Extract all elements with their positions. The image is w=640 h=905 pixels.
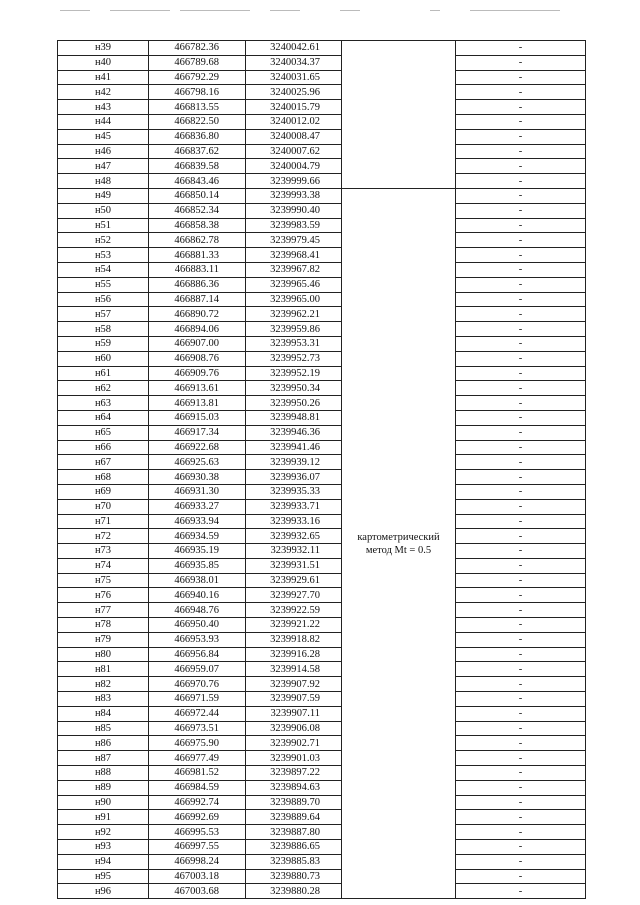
- table-row: [58, 262, 586, 277]
- y-coordinate-cell: 3239950.34: [246, 381, 342, 396]
- y-coordinate-cell: 3239916.28: [246, 647, 342, 662]
- y-coordinate-cell: 3239907.92: [246, 677, 342, 692]
- table-row: [58, 351, 586, 366]
- note-cell: -: [456, 55, 586, 70]
- y-coordinate-cell: 3239921.22: [246, 618, 342, 633]
- y-coordinate-cell: 3239931.51: [246, 558, 342, 573]
- table-row: [58, 470, 586, 485]
- x-coordinate-cell: 466836.80: [149, 129, 246, 144]
- point-name-cell: н51: [58, 218, 149, 233]
- y-coordinate-cell: 3239880.73: [246, 869, 342, 884]
- note-cell: -: [456, 188, 586, 203]
- x-coordinate-cell: 466971.59: [149, 692, 246, 707]
- point-name-cell: н93: [58, 840, 149, 855]
- x-coordinate-cell: 466977.49: [149, 751, 246, 766]
- table-row: [58, 736, 586, 751]
- point-name-cell: н72: [58, 529, 149, 544]
- y-coordinate-cell: 3239922.59: [246, 603, 342, 618]
- note-cell: -: [456, 262, 586, 277]
- point-name-cell: н67: [58, 455, 149, 470]
- y-coordinate-cell: 3239932.65: [246, 529, 342, 544]
- x-coordinate-cell: 466925.63: [149, 455, 246, 470]
- x-coordinate-cell: 466981.52: [149, 766, 246, 781]
- table-row: [58, 573, 586, 588]
- table-row: [58, 766, 586, 781]
- note-cell: -: [456, 618, 586, 633]
- note-cell: -: [456, 248, 586, 263]
- point-name-cell: н66: [58, 440, 149, 455]
- note-cell: -: [456, 766, 586, 781]
- point-name-cell: н75: [58, 573, 149, 588]
- note-cell: -: [456, 588, 586, 603]
- note-cell: -: [456, 85, 586, 100]
- point-name-cell: н90: [58, 795, 149, 810]
- point-name-cell: н56: [58, 292, 149, 307]
- y-coordinate-cell: 3239918.82: [246, 632, 342, 647]
- point-name-cell: н55: [58, 277, 149, 292]
- note-cell: -: [456, 484, 586, 499]
- y-coordinate-cell: 3240025.96: [246, 85, 342, 100]
- y-coordinate-cell: 3239952.73: [246, 351, 342, 366]
- x-coordinate-cell: 466935.85: [149, 558, 246, 573]
- table-row: [58, 410, 586, 425]
- point-name-cell: н86: [58, 736, 149, 751]
- table-row: [58, 484, 586, 499]
- note-cell: -: [456, 292, 586, 307]
- x-coordinate-cell: 466907.00: [149, 336, 246, 351]
- note-cell: -: [456, 100, 586, 115]
- note-cell: -: [456, 470, 586, 485]
- table-row: [58, 233, 586, 248]
- y-coordinate-cell: 3240034.37: [246, 55, 342, 70]
- point-name-cell: н52: [58, 233, 149, 248]
- method-cell: картометрический метод Mt = 0.5: [342, 188, 456, 898]
- y-coordinate-cell: 3239927.70: [246, 588, 342, 603]
- note-cell: -: [456, 662, 586, 677]
- point-name-cell: н81: [58, 662, 149, 677]
- y-coordinate-cell: 3239967.82: [246, 262, 342, 277]
- table-row: [58, 692, 586, 707]
- table-row: [58, 647, 586, 662]
- y-coordinate-cell: 3239907.59: [246, 692, 342, 707]
- y-coordinate-cell: 3239894.63: [246, 780, 342, 795]
- note-cell: -: [456, 706, 586, 721]
- note-cell: -: [456, 218, 586, 233]
- x-coordinate-cell: 466995.53: [149, 825, 246, 840]
- x-coordinate-cell: 466997.55: [149, 840, 246, 855]
- x-coordinate-cell: 466915.03: [149, 410, 246, 425]
- x-coordinate-cell: 466852.34: [149, 203, 246, 218]
- document-page: [57, 40, 585, 899]
- x-coordinate-cell: 467003.68: [149, 884, 246, 899]
- y-coordinate-cell: 3239885.83: [246, 854, 342, 869]
- table-row: [58, 174, 586, 189]
- table-row: [58, 854, 586, 869]
- x-coordinate-cell: 466837.62: [149, 144, 246, 159]
- point-name-cell: н74: [58, 558, 149, 573]
- y-coordinate-cell: 3239929.61: [246, 573, 342, 588]
- point-name-cell: н68: [58, 470, 149, 485]
- table-row: [58, 159, 586, 174]
- point-name-cell: н91: [58, 810, 149, 825]
- note-cell: -: [456, 573, 586, 588]
- table-row: [58, 381, 586, 396]
- table-row: [58, 55, 586, 70]
- note-cell: -: [456, 440, 586, 455]
- y-coordinate-cell: 3239990.40: [246, 203, 342, 218]
- note-cell: -: [456, 174, 586, 189]
- note-cell: -: [456, 144, 586, 159]
- point-name-cell: н95: [58, 869, 149, 884]
- table-row: [58, 544, 586, 559]
- table-row: [58, 100, 586, 115]
- x-coordinate-cell: 466975.90: [149, 736, 246, 751]
- point-name-cell: н60: [58, 351, 149, 366]
- y-coordinate-cell: 3239999.66: [246, 174, 342, 189]
- y-coordinate-cell: 3239897.22: [246, 766, 342, 781]
- x-coordinate-cell: 466938.01: [149, 573, 246, 588]
- y-coordinate-cell: 3239902.71: [246, 736, 342, 751]
- x-coordinate-cell: 466998.24: [149, 854, 246, 869]
- x-coordinate-cell: 466789.68: [149, 55, 246, 70]
- faded-header-strip: [60, 8, 580, 14]
- method-cell-empty: [342, 41, 456, 189]
- point-name-cell: н61: [58, 366, 149, 381]
- point-name-cell: н40: [58, 55, 149, 70]
- point-name-cell: н94: [58, 854, 149, 869]
- point-name-cell: н45: [58, 129, 149, 144]
- point-name-cell: н65: [58, 425, 149, 440]
- table-row: [58, 144, 586, 159]
- note-cell: -: [456, 396, 586, 411]
- table-row: [58, 41, 586, 56]
- point-name-cell: н42: [58, 85, 149, 100]
- x-coordinate-cell: 466956.84: [149, 647, 246, 662]
- table-row: [58, 396, 586, 411]
- x-coordinate-cell: 466933.94: [149, 514, 246, 529]
- x-coordinate-cell: 466948.76: [149, 603, 246, 618]
- table-row: [58, 825, 586, 840]
- x-coordinate-cell: 466850.14: [149, 188, 246, 203]
- y-coordinate-cell: 3240042.61: [246, 41, 342, 56]
- table-row: [58, 558, 586, 573]
- x-coordinate-cell: 466930.38: [149, 470, 246, 485]
- y-coordinate-cell: 3240004.79: [246, 159, 342, 174]
- table-row: [58, 810, 586, 825]
- y-coordinate-cell: 3239953.31: [246, 336, 342, 351]
- y-coordinate-cell: 3239983.59: [246, 218, 342, 233]
- x-coordinate-cell: 466922.68: [149, 440, 246, 455]
- y-coordinate-cell: 3239889.70: [246, 795, 342, 810]
- y-coordinate-cell: 3239950.26: [246, 396, 342, 411]
- point-name-cell: н89: [58, 780, 149, 795]
- x-coordinate-cell: 466992.74: [149, 795, 246, 810]
- y-coordinate-cell: 3239965.46: [246, 277, 342, 292]
- x-coordinate-cell: 466913.61: [149, 381, 246, 396]
- table-row: [58, 277, 586, 292]
- note-cell: -: [456, 381, 586, 396]
- note-cell: -: [456, 41, 586, 56]
- table-row: [58, 292, 586, 307]
- point-name-cell: н71: [58, 514, 149, 529]
- note-cell: -: [456, 736, 586, 751]
- table-row: [58, 336, 586, 351]
- x-coordinate-cell: 466894.06: [149, 322, 246, 337]
- y-coordinate-cell: 3239939.12: [246, 455, 342, 470]
- table-row: [58, 499, 586, 514]
- y-coordinate-cell: 3240015.79: [246, 100, 342, 115]
- y-coordinate-cell: 3239933.16: [246, 514, 342, 529]
- y-coordinate-cell: 3239935.33: [246, 484, 342, 499]
- point-name-cell: н43: [58, 100, 149, 115]
- y-coordinate-cell: 3239948.81: [246, 410, 342, 425]
- x-coordinate-cell: 466913.81: [149, 396, 246, 411]
- table-row: [58, 188, 586, 203]
- point-name-cell: н70: [58, 499, 149, 514]
- point-name-cell: н84: [58, 706, 149, 721]
- y-coordinate-cell: 3239880.28: [246, 884, 342, 899]
- note-cell: -: [456, 70, 586, 85]
- x-coordinate-cell: 466887.14: [149, 292, 246, 307]
- y-coordinate-cell: 3239979.45: [246, 233, 342, 248]
- point-name-cell: н79: [58, 632, 149, 647]
- table-row: [58, 307, 586, 322]
- note-cell: -: [456, 529, 586, 544]
- note-cell: -: [456, 159, 586, 174]
- x-coordinate-cell: 466813.55: [149, 100, 246, 115]
- point-name-cell: н48: [58, 174, 149, 189]
- table-row: [58, 218, 586, 233]
- table-row: [58, 129, 586, 144]
- point-name-cell: н58: [58, 322, 149, 337]
- note-cell: -: [456, 840, 586, 855]
- table-row: [58, 632, 586, 647]
- note-cell: -: [456, 869, 586, 884]
- point-name-cell: н82: [58, 677, 149, 692]
- note-cell: -: [456, 854, 586, 869]
- note-cell: -: [456, 514, 586, 529]
- note-cell: -: [456, 558, 586, 573]
- point-name-cell: н44: [58, 114, 149, 129]
- x-coordinate-cell: 466782.36: [149, 41, 246, 56]
- x-coordinate-cell: 466940.16: [149, 588, 246, 603]
- table-row: [58, 721, 586, 736]
- table-row: [58, 114, 586, 129]
- point-name-cell: н64: [58, 410, 149, 425]
- note-cell: -: [456, 795, 586, 810]
- x-coordinate-cell: 466933.27: [149, 499, 246, 514]
- note-cell: -: [456, 455, 586, 470]
- table-row: [58, 618, 586, 633]
- table-row: [58, 203, 586, 218]
- table-row: [58, 248, 586, 263]
- y-coordinate-cell: 3239941.46: [246, 440, 342, 455]
- y-coordinate-cell: 3239952.19: [246, 366, 342, 381]
- table-row: [58, 662, 586, 677]
- point-name-cell: н77: [58, 603, 149, 618]
- table-row: [58, 366, 586, 381]
- table-row: [58, 795, 586, 810]
- point-name-cell: н41: [58, 70, 149, 85]
- note-cell: -: [456, 884, 586, 899]
- note-cell: -: [456, 632, 586, 647]
- note-cell: -: [456, 425, 586, 440]
- point-name-cell: н49: [58, 188, 149, 203]
- note-cell: -: [456, 780, 586, 795]
- x-coordinate-cell: 466822.50: [149, 114, 246, 129]
- table-row: [58, 529, 586, 544]
- table-row: [58, 85, 586, 100]
- point-name-cell: н39: [58, 41, 149, 56]
- point-name-cell: н53: [58, 248, 149, 263]
- note-cell: -: [456, 544, 586, 559]
- note-cell: -: [456, 721, 586, 736]
- table-row: [58, 455, 586, 470]
- note-cell: -: [456, 203, 586, 218]
- y-coordinate-cell: 3239887.80: [246, 825, 342, 840]
- x-coordinate-cell: 466839.58: [149, 159, 246, 174]
- point-name-cell: н46: [58, 144, 149, 159]
- note-cell: -: [456, 129, 586, 144]
- note-cell: -: [456, 233, 586, 248]
- note-cell: -: [456, 677, 586, 692]
- note-cell: -: [456, 647, 586, 662]
- y-coordinate-cell: 3240031.65: [246, 70, 342, 85]
- x-coordinate-cell: 466792.29: [149, 70, 246, 85]
- y-coordinate-cell: 3239946.36: [246, 425, 342, 440]
- point-name-cell: н80: [58, 647, 149, 662]
- note-cell: -: [456, 825, 586, 840]
- coordinates-table-body: [58, 41, 586, 899]
- table-row: [58, 780, 586, 795]
- y-coordinate-cell: 3239965.00: [246, 292, 342, 307]
- table-row: [58, 706, 586, 721]
- point-name-cell: н88: [58, 766, 149, 781]
- point-name-cell: н78: [58, 618, 149, 633]
- table-row: [58, 514, 586, 529]
- x-coordinate-cell: 466973.51: [149, 721, 246, 736]
- table-row: [58, 677, 586, 692]
- coordinates-table: [57, 40, 586, 899]
- x-coordinate-cell: 466935.19: [149, 544, 246, 559]
- y-coordinate-cell: 3239886.65: [246, 840, 342, 855]
- point-name-cell: н47: [58, 159, 149, 174]
- y-coordinate-cell: 3239907.11: [246, 706, 342, 721]
- y-coordinate-cell: 3239968.41: [246, 248, 342, 263]
- x-coordinate-cell: 466917.34: [149, 425, 246, 440]
- y-coordinate-cell: 3239936.07: [246, 470, 342, 485]
- x-coordinate-cell: 466934.59: [149, 529, 246, 544]
- point-name-cell: н96: [58, 884, 149, 899]
- note-cell: -: [456, 322, 586, 337]
- x-coordinate-cell: 466970.76: [149, 677, 246, 692]
- point-name-cell: н83: [58, 692, 149, 707]
- table-row: [58, 869, 586, 884]
- point-name-cell: н73: [58, 544, 149, 559]
- table-row: [58, 884, 586, 899]
- x-coordinate-cell: 466883.11: [149, 262, 246, 277]
- y-coordinate-cell: 3239959.86: [246, 322, 342, 337]
- point-name-cell: н50: [58, 203, 149, 218]
- note-cell: -: [456, 751, 586, 766]
- y-coordinate-cell: 3240007.62: [246, 144, 342, 159]
- note-cell: -: [456, 366, 586, 381]
- note-cell: -: [456, 351, 586, 366]
- point-name-cell: н92: [58, 825, 149, 840]
- note-cell: -: [456, 277, 586, 292]
- x-coordinate-cell: 466953.93: [149, 632, 246, 647]
- point-name-cell: н57: [58, 307, 149, 322]
- y-coordinate-cell: 3239914.58: [246, 662, 342, 677]
- y-coordinate-cell: 3239889.64: [246, 810, 342, 825]
- x-coordinate-cell: 466843.46: [149, 174, 246, 189]
- x-coordinate-cell: 466862.78: [149, 233, 246, 248]
- x-coordinate-cell: 466890.72: [149, 307, 246, 322]
- y-coordinate-cell: 3239932.11: [246, 544, 342, 559]
- x-coordinate-cell: 466950.40: [149, 618, 246, 633]
- point-name-cell: н54: [58, 262, 149, 277]
- y-coordinate-cell: 3239901.03: [246, 751, 342, 766]
- point-name-cell: н62: [58, 381, 149, 396]
- note-cell: -: [456, 114, 586, 129]
- table-row: [58, 322, 586, 337]
- x-coordinate-cell: 466908.76: [149, 351, 246, 366]
- x-coordinate-cell: 466931.30: [149, 484, 246, 499]
- table-row: [58, 70, 586, 85]
- point-name-cell: н69: [58, 484, 149, 499]
- x-coordinate-cell: 466909.76: [149, 366, 246, 381]
- x-coordinate-cell: 466886.36: [149, 277, 246, 292]
- x-coordinate-cell: 466798.16: [149, 85, 246, 100]
- y-coordinate-cell: 3240012.02: [246, 114, 342, 129]
- x-coordinate-cell: 467003.18: [149, 869, 246, 884]
- note-cell: -: [456, 810, 586, 825]
- y-coordinate-cell: 3240008.47: [246, 129, 342, 144]
- x-coordinate-cell: 466881.33: [149, 248, 246, 263]
- x-coordinate-cell: 466858.38: [149, 218, 246, 233]
- y-coordinate-cell: 3239906.08: [246, 721, 342, 736]
- table-row: [58, 840, 586, 855]
- point-name-cell: н87: [58, 751, 149, 766]
- table-row: [58, 751, 586, 766]
- table-row: [58, 588, 586, 603]
- point-name-cell: н76: [58, 588, 149, 603]
- note-cell: -: [456, 307, 586, 322]
- x-coordinate-cell: 466972.44: [149, 706, 246, 721]
- y-coordinate-cell: 3239962.21: [246, 307, 342, 322]
- table-row: [58, 425, 586, 440]
- note-cell: -: [456, 692, 586, 707]
- point-name-cell: н85: [58, 721, 149, 736]
- x-coordinate-cell: 466959.07: [149, 662, 246, 677]
- x-coordinate-cell: 466984.59: [149, 780, 246, 795]
- y-coordinate-cell: 3239933.71: [246, 499, 342, 514]
- note-cell: -: [456, 603, 586, 618]
- table-row: [58, 603, 586, 618]
- point-name-cell: н59: [58, 336, 149, 351]
- table-row: [58, 440, 586, 455]
- note-cell: -: [456, 499, 586, 514]
- note-cell: -: [456, 336, 586, 351]
- x-coordinate-cell: 466992.69: [149, 810, 246, 825]
- note-cell: -: [456, 410, 586, 425]
- point-name-cell: н63: [58, 396, 149, 411]
- y-coordinate-cell: 3239993.38: [246, 188, 342, 203]
